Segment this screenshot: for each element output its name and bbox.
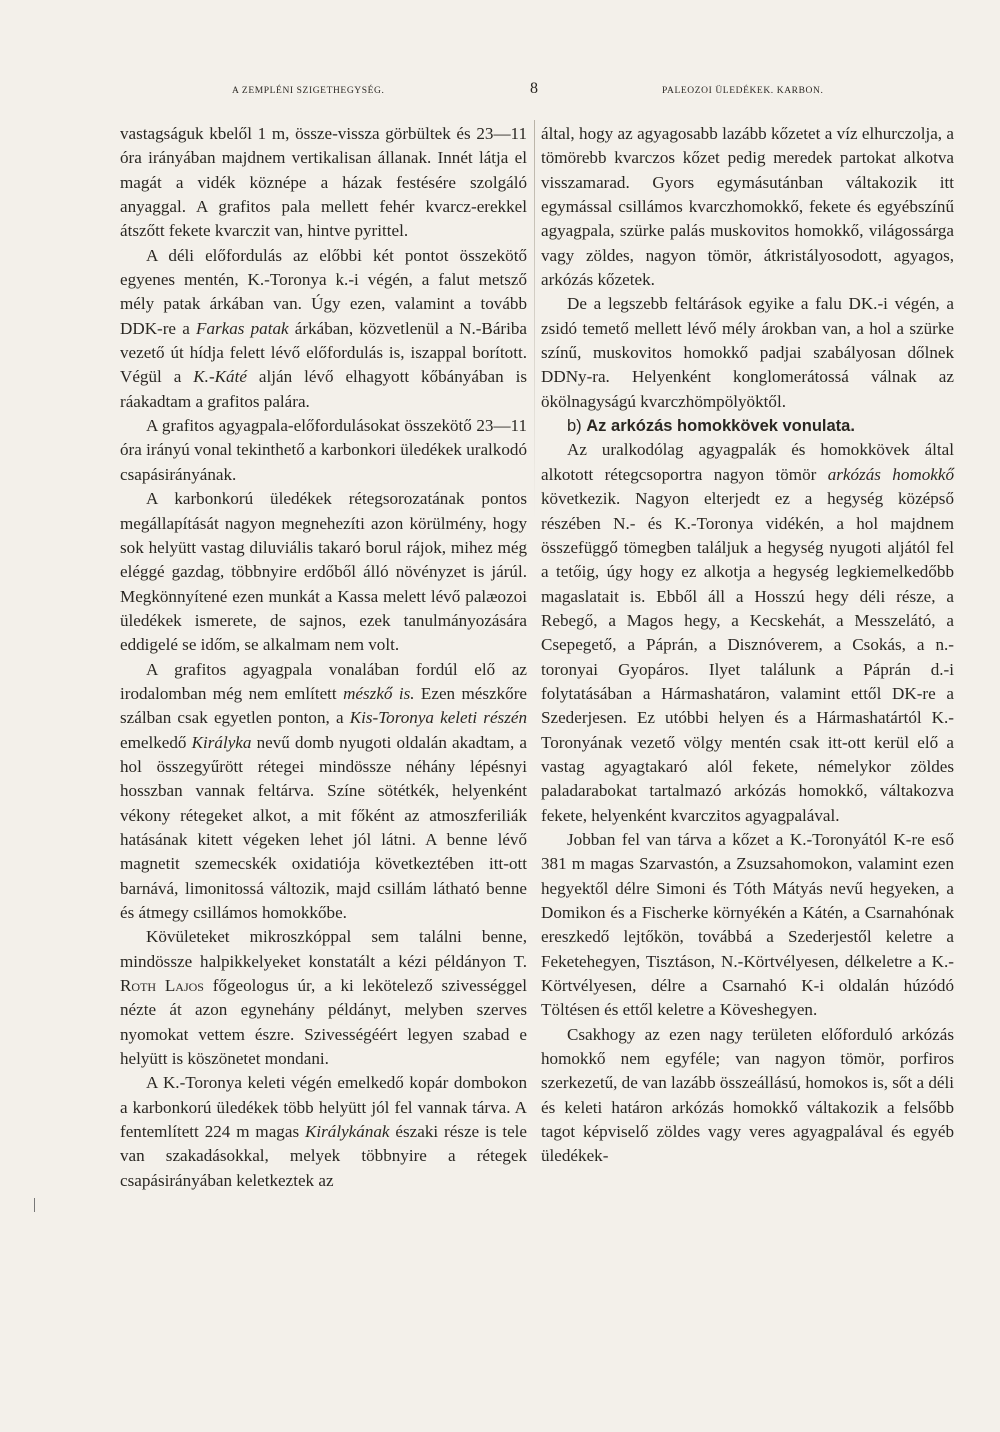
right-column — [541, 122, 954, 1169]
running-title-left: A ZEMPLÉNI SZIGETHEGYSÉG. — [232, 86, 385, 96]
italic-place-name: Királykának — [305, 1122, 390, 1142]
italic-place-name: Kis-Toronya keleti részén — [349, 708, 527, 728]
page-number: 8 — [530, 80, 539, 97]
text-run: Ezen mészkőre szálban csak egyetlen ponton, a — [120, 683, 527, 728]
section-heading-number: b) — [567, 417, 582, 436]
text-run: A déli előfordulás az előbbi két pontot összekötő egyenes mentén, K.-Toronya k.-i végén, a falut metsző mély patak árkában van. Úgy ezen, valamint a tovább DDK-re a — [120, 245, 527, 338]
paragraph — [541, 438, 954, 828]
text-run: északi része is tele van szakadásokkal, melyek többnyire a rétegek csapásirányában keletkeztek az — [120, 1122, 527, 1190]
text-run: Kövületeket mikroszkóppal sem találni benne, mindössze halpikkelyeket konstatált a kézi példányon T. — [120, 927, 527, 971]
italic-place-name: K.-Káté — [193, 367, 247, 387]
paragraph: De a legszebb feltárások egyike a falu DK.-i végén, a zsidó temető mellett lévő mély árokban van, a hol a szürke színű, muskovitos homokkő padjai szabályosan dőlnek DDNy-ra. Helyenként konglomerátossá válnak az ökölnagyságú kvarczhömpölyöktől. — [541, 294, 954, 411]
running-title-right: PALEOZOI ÜLEDÉKEK. KARBON. — [662, 86, 824, 96]
section-heading-title: Az arkózás homokkövek vonulata. — [586, 417, 855, 436]
running-header — [0, 82, 1000, 102]
italic-term: arkózás homokkő — [827, 464, 955, 484]
text-run: emelkedő — [120, 732, 192, 752]
paragraph — [120, 658, 527, 926]
paragraph: által, hogy az agyagosabb lazább kőzetet a víz elhurczolja, a tömörebb kvarczos kőzet pedig meredek partokat alkotva visszamarad. Gyors egymásutánban váltakozik itt egymással csillámos kvarczhomokkő, fekete és egyébszínű agyagpala, szürke palás muskovitos homokkő, világossárga vagy zöldes, nagyon tömör, átkristályosodott, agyagos, arkózás kőzetek. — [541, 124, 954, 290]
paragraph — [120, 925, 527, 1071]
text-run: A grafitos agyagpala vonalában fordúl elő az irodalomban még nem említett — [120, 659, 527, 703]
column-divider — [534, 120, 535, 520]
text-run: következik. Nagyon elterjedt ez a hegység középső részében N.- és K.-Toronya vidékén, a hol majdnem összefüggő tömegben találjuk a hegység nyugoti aljától fel a tetőig, úgy hogy ez alkotja a hegység legkiemelkedőbb magaslatait is. Ebből áll a Hosszú hegy déli része, a Rebegő, a Magos hegy, a Kecskehát, a Messzelátó, a Csepegető, a Páprán, a Disznóverem, a Csokás, a n.-toronyai Gyopáros. Ilyet találunk a Páprán d.-i folytatásában a Hármashatáron, valamint ettől DK-re a Szederjesen. Ez utóbbi helyen és a Hármashatártól K.-Toronyának vezető völgy mentén csak itt-ott kerül elő a vastag agyagtakaró alól fekete, némelykor zöldes paladarabokat tartalmazó arkózás homokkő, váltakozva fekete, helyenként kvarczitos agyagpalával. — [541, 489, 954, 825]
paragraph: Jobban fel van tárva a kőzet a K.-Toronyától K-re eső 381 m magas Szarvastón, a Zsuzsahomokon, valamint ezen hegyektől délre Simoni és Tóth Mátyás nevű hegyeken, a Domikon és a Fischerke környékén a Kátén, a Csarnahónak ereszkedő lejtőkön, továbbá a Szederjestől keletre a Feketehegyen, Tisztáson, N.-Körtvélyesen, délkeletre a K.-Körtvélyesen, délre a Csarnahó K-i oldalán húzódó Töltésen és ettől keletre a Köveshegyen. — [541, 829, 954, 1020]
paragraph: Csakhogy az ezen nagy területen előforduló arkózás homokkő nem egyféle; van nagyon tömör, porfiros szerkezetű, de van lazább összeállású, homokos is, sőt a déli és keleti határon arkózás homokkő váltakozik a felsőbb tagot képviselő zöldes vagy veres agyagpalával és egyéb üledékek- — [541, 1024, 954, 1166]
paragraph: A grafitos agyagpala-előfordulásokat összekötő 23—11 óra irányú vonal tekinthető a karbonkori üledékek uralkodó csapásirányának. — [120, 416, 527, 484]
paragraph: vastagságuk kbelől 1 m, össze-vissza görbültek és 23—11 óra irányában majdnem vertikalisan állanak. Innét látja el magát a vidék köznépe a házak festésére szolgáló anyaggal. A grafitos pala mellett fehér kvarcz-erekkel átszőtt fekete kvarczit van, hintve pyrittel. — [120, 124, 527, 241]
left-column — [120, 122, 527, 1193]
italic-term: mészkő is. — [343, 683, 415, 703]
person-name: Roth Lajos — [120, 976, 204, 996]
paragraph: A karbonkorú üledékek rétegsorozatának pontos megállapítását nagyon megnehezíti azon körülmény, hogy sok helyütt vastag diluviális takaró borul rájok, mihez még eléggé gazdag, többnyire erdőből álló növényzet is járúl. Megkönnyítené ezen munkát a Kassa melett lévő palæozoi üledékek ismerete, de sajnos, ezek tanulmányozására eddigelé se időm, se alkalmam nem volt. — [120, 489, 527, 655]
paragraph — [120, 1071, 527, 1193]
text-run: alján lévő elhagyott kőbányában is ráakadtam a grafitos palára. — [120, 367, 527, 411]
text-run: nevű domb nyugoti oldalán akadtam, a hol összegyűrött rétegei mindössze néhány lépésnyi hosszban vannak feltárva. Színe sötétkék, helyenként vékony rétegeket alkot, a mit főként az atmoszferiliák hatásának kitett végeken lehet jól látni. A benne lévő magnetit szemecskék oxidatiója következtében itt-ott barnává, limonitossá változik, majd csillám látható benne és átmegy csillámos homokkőbe. — [120, 732, 527, 922]
section-heading — [541, 414, 954, 438]
italic-place-name: Farkas patak — [196, 318, 289, 338]
paragraph — [120, 244, 527, 414]
italic-place-name: Királyka — [191, 732, 252, 752]
text-run: főgeologus úr, a ki lekötelező szivességgel nézte át azon egynehány példányt, melyben szerves nyomokat vettem észre. Szivességéért legyen szabad e helyütt is köszönetet mondani. — [120, 976, 527, 1069]
text-run: Az uralkodólag agyagpalák és homokkövek által alkotott rétegcsoportra nagyon tömör — [541, 440, 954, 484]
margin-mark — [34, 1198, 35, 1212]
text-run: árkában, közvetlenül a N.-Báriba vezető út hídja felett lévő előfordulás is, iszappal borított. Végül a — [120, 318, 527, 387]
text-run: A K.-Toronya keleti végén emelkedő kopár dombokon a karbonkorú üledékek több helyütt jól fel vannak tárva. A fentemlített 224 m magas — [120, 1073, 527, 1142]
